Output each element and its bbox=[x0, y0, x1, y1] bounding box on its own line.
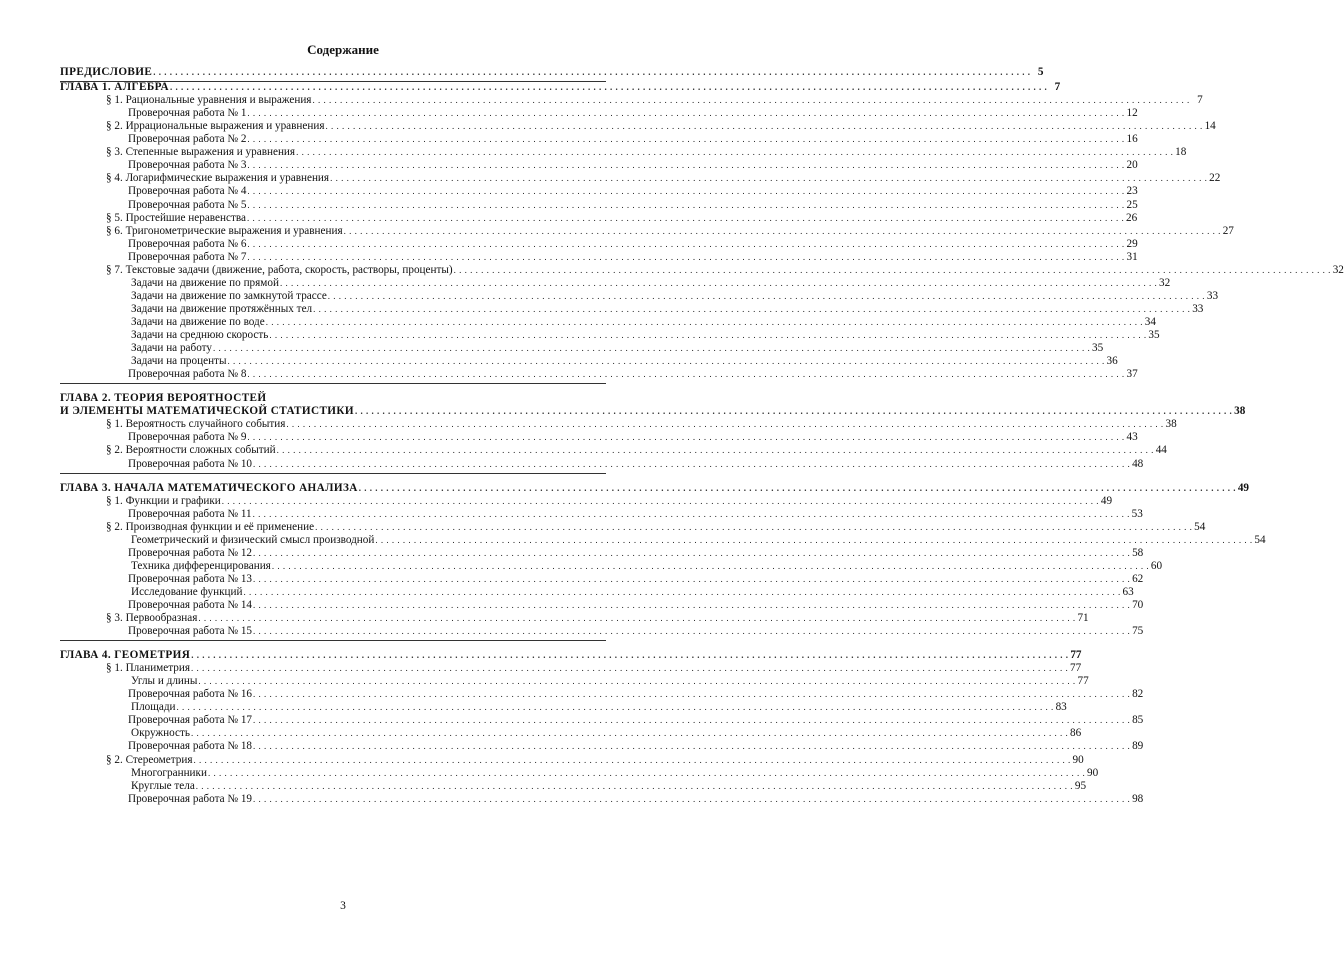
toc-entry-page: 33 bbox=[1192, 302, 1204, 315]
toc-entry-label: ГЛАВА 3. НАЧАЛА МАТЕМАТИЧЕСКОГО АНАЛИЗА bbox=[60, 481, 358, 494]
toc-entry[interactable] bbox=[106, 753, 1084, 767]
toc-entry[interactable] bbox=[106, 494, 1113, 508]
toc-entry-label: ГЛАВА 4. ГЕОМЕТРИЯ bbox=[60, 649, 191, 662]
toc-entry[interactable] bbox=[128, 546, 1144, 560]
toc-entry[interactable] bbox=[131, 533, 1266, 547]
dot-leader: . . . . . . . . . . . . . . . . . . . . . . . . . . . . . . . . . . . . . . . . . . . . . . . . . . . . . . . . . . . . . . . . . . . . . . . . . . . . . . . . . . . . . . . . . . . . . . . . . . . . . . . . . . . . . . . . . . . . . . . . . . . . . . . . . . . . . . . . . . . . . . . . . . . . . . . . . . . . . . . . bbox=[315, 521, 1193, 532]
dot-leader: . . . . . . . . . . . . . . . . . . . . . . . . . . . . . . . . . . . . . . . . . . . . . . . . . . . . . . . . . . . . . . . . . . . . . . . . . . . . . . . . . . . . . . . . . . . . . . . . . . . . . . . . . . . . . . . . . . . . . . . . . . . . . . . . . . . . . . . . . . . . . . . . . . . . . . . . . . . . . . . . bbox=[247, 108, 1125, 119]
toc-entry-label: Проверочная работа № 15 bbox=[128, 625, 253, 638]
toc-entry-page: 62 bbox=[1132, 572, 1144, 585]
dot-leader: . . . . . . . . . . . . . . . . . . . . . . . . . . . . . . . . . . . . . . . . . . . . . . . . . . . . . . . . . . . . . . . . . . . . . . . . . . . . . . . . . . . . . . . . . . . . . . . . . . . . . . . . . . . . . . . . . . . . . . . . . . . . . . . . . . . . . . . . . . . . . . . . . . . . . . . . . . . . . . . . bbox=[286, 419, 1164, 430]
toc-entry-page: 5 bbox=[1037, 66, 1044, 78]
dot-leader: . . . . . . . . . . . . . . . . . . . . . . . . . . . . . . . . . . . . . . . . . . . . . . . . . . . . . . . . . . . . . . . . . . . . . . . . . . . . . . . . . . . . . . . . . . . . . . . . . . . . . . . . . . . . . . . . . . . . . . . . . . . . . . . . . . . . . . . . . . . . . . . . . . . . . . . . . . . . . . . . bbox=[195, 780, 1074, 791]
dot-leader: . . . . . . . . . . . . . . . . . . . . . . . . . . . . . . . . . . . . . . . . . . . . . . . . . . . . . . . . . . . . . . . . . . . . . . . . . . . . . . . . . . . . . . . . . . . . . . . . . . . . . . . . . . . . . . . . . . . . . . . . . . . . . . . . . . . . . . . . . . . . . . . . . . . . . . . . . . . . . . . . bbox=[191, 650, 1069, 661]
toc-entry-label: § 5. Простейшие неравенства bbox=[106, 211, 246, 224]
toc-entry[interactable] bbox=[128, 457, 1144, 471]
toc-entry[interactable] bbox=[131, 342, 1104, 355]
toc-entry[interactable] bbox=[131, 766, 1099, 780]
dot-leader: . . . . . . . . . . . . . . . . . . . . . . . . . . . . . . . . . . . . . . . . . . . . . . . . . . . . . . . . . . . . . . . . . . . . . . . . . . . . . . . . . . . . . . . . . . . . . . . . . . . . . . . . . . . . . . . . . . . . . . . . . . . . . . . . . . . . . . . . . . . . . . . . . . . . . . . . . . . . . . . . bbox=[246, 212, 1125, 223]
toc-entry-label: Площади bbox=[131, 701, 176, 714]
toc-entry-label: Окружность bbox=[131, 727, 190, 740]
dot-leader: . . . . . . . . . . . . . . . . . . . . . . . . . . . . . . . . . . . . . . . . . . . . . . . . . . . . . . . . . . . . . . . . . . . . . . . . . . . . . . . . . . . . . . . . . . . . . . . . . . . . . . . . . . . . . . . . . . . . . . . . . . . . . . . . . . . . . . . . . . . . . . . . . . . . . . . . . . . . . . . . bbox=[253, 689, 1131, 700]
toc-entry[interactable] bbox=[131, 701, 1067, 714]
dot-leader: . . . . . . . . . . . . . . . . . . . . . . . . . . . . . . . . . . . . . . . . . . . . . . . . . . . . . . . . . . . . . . . . . . . . . . . . . . . . . . . . . . . . . . . . . . . . . . . . . . . . . . . . . . . . . . . . . . . . . . . . . . . . . . . . . . . . . . . . . . . . . . . . . . . . . . . . . . . . . . . . bbox=[269, 330, 1147, 340]
toc-entry[interactable] bbox=[128, 368, 1138, 381]
dot-leader: . . . . . . . . . . . . . . . . . . . . . . . . . . . . . . . . . . . . . . . . . . . . . . . . . . . . . . . . . . . . . . . . . . . . . . . . . . . . . . . . . . . . . . . . . . . . . . . . . . . . . . . . . . . . . . . . . . . . . . . . . . . . . . . . . . . . . . . . . . . . . . . . . . . . . . . . . . . . . . . . bbox=[253, 547, 1131, 558]
toc-entry[interactable] bbox=[131, 316, 1156, 329]
toc-entry[interactable] bbox=[106, 172, 1221, 185]
toc-entry[interactable] bbox=[106, 520, 1206, 534]
toc-entry-page: 49 bbox=[1237, 481, 1249, 494]
toc-entry-label: Проверочная работа № 4 bbox=[128, 185, 247, 198]
dot-leader: . . . . . . . . . . . . . . . . . . . . . . . . . . . . . . . . . . . . . . . . . . . . . . . . . . . . . . . . . . . . . . . . . . . . . . . . . . . . . . . . . . . . . . . . . . . . . . . . . . . . . . . . . . . . . . . . . . . . . . . . . . . . . . . . . . . . . . . . . . . . . . . . . . . . . . . . . . . . . . . . bbox=[198, 676, 1076, 687]
toc-entry-label: Проверочная работа № 1 bbox=[128, 107, 247, 120]
toc-entry[interactable] bbox=[131, 675, 1089, 688]
toc-entry-page: 7 bbox=[1197, 94, 1203, 107]
dot-leader: . . . . . . . . . . . . . . . . . . . . . . . . . . . . . . . . . . . . . . . . . . . . . . . . . . . . . . . . . . . . . . . . . . . . . . . . . . . . . . . . . . . . . . . . . . . . . . . . . . . . . . . . . . . . . . . . . . . . . . . . . . . . . . . . . . . . . . . . . . . . . . . . . . . . . . . . . . . . . . . . bbox=[190, 728, 1069, 739]
dot-leader: . . . . . . . . . . . . . . . . . . . . . . . . . . . . . . . . . . . . . . . . . . . . . . . . . . . . . . . . . . . . . . . . . . . . . . . . . . . . . . . . . . . . . . . . . . . . . . . . . . . . . . . . . . . . . . . . . . . . . . . . . . . . . . . . . . . . . . . . . . . . . . . . . . . . . . . . . . . . . . . . bbox=[253, 573, 1131, 584]
toc-entry-page: 37 bbox=[1126, 368, 1138, 381]
toc-entry[interactable] bbox=[131, 779, 1087, 793]
toc-entry[interactable] bbox=[128, 159, 1138, 172]
toc-entry-page: 82 bbox=[1132, 688, 1144, 701]
toc-entry[interactable] bbox=[131, 302, 1204, 316]
dot-leader: . . . . . . . . . . . . . . . . . . . . . . . . . . . . . . . . . . . . . . . . . . . . . . . . . . . . . . . . . . . . . . . . . . . . . . . . . . . . . . . . . . . . . . . . . . . . . . . . . . . . . . . . . . . . . . . . . . . . . . . . . . . . . . . . . . . . . . . . . . . . . . . . . . . . . . . . . . . . . . . . bbox=[247, 186, 1125, 197]
toc-entry-label: ГЛАВА 1. АЛГЕБРА bbox=[60, 81, 169, 94]
toc-entry-label: И ЭЛЕМЕНТЫ МАТЕМАТИЧЕСКОЙ СТАТИСТИКИ bbox=[60, 405, 355, 418]
toc-entry[interactable] bbox=[128, 507, 1143, 521]
dot-leader: . . . . . . . . . . . . . . . . . . . . . . . . . . . . . . . . . . . . . . . . . . . . . . . . . . . . . . . . . . . . . . . . . . . . . . . . . . . . . . . . . . . . . . . . . . . . . . . . . . . . . . . . . . . . . . . . . . . . . . . . . . . . . . . . . . . . . . . . . . . . . . . . . . . . . . . . . . . . . . . . bbox=[253, 741, 1131, 752]
toc-entry-label: Проверочная работа № 17 bbox=[128, 714, 253, 727]
toc-entry-label: ГЛАВА 2. ТЕОРИЯ ВЕРОЯТНОСТЕЙ bbox=[60, 392, 267, 405]
toc-entry-page: 44 bbox=[1155, 444, 1167, 457]
dot-leader: . . . . . . . . . . . . . . . . . . . . . . . . . . . . . . . . . . . . . . . . . . . . . . . . . . . . . . . . . . . . . . . . . . . . . . . . . . . . . . . . . . . . . . . . . . . . . . . . . . . . . . . . . . . . . . . . . . . . . . . . . . . . . . . . . . . . . . . . . . . . . . . . . . . . . . . . . . . . . . . . bbox=[212, 343, 1091, 354]
page-number: 3 bbox=[340, 900, 346, 912]
dot-leader: . . . . . . . . . . . . . . . . . . . . . . . . . . . . . . . . . . . . . . . . . . . . . . . . . . . . . . . . . . . . . . . . . . . . . . . . . . . . . . . . . . . . . . . . . . . . . . . . . . . . . . . . . . . . . . . . . . . . . . . . . . . . . . . . . . . . . . . . . . . . . . . . . . . . . . . . . . . . . . . . bbox=[253, 600, 1131, 610]
toc-entry[interactable] bbox=[128, 133, 1138, 146]
toc-entry-label: Проверочная работа № 16 bbox=[128, 688, 253, 701]
toc-entry[interactable] bbox=[131, 727, 1082, 740]
dot-leader: . . . . . . . . . . . . . . . . . . . . . . . . . . . . . . . . . . . . . . . . . . . . . . . . . . . . . . . . . . . . . . . . . . . . . . . . . . . . . . . . . . . . . . . . . . . . . . . . . . . . . . . . . . . . . . . . . . . . . . . . . . . . . . . . . . . . . . . . . . . . . . . . . . . . . . . . . . . . . . . . bbox=[312, 95, 1190, 106]
toc-entry[interactable] bbox=[106, 263, 1344, 277]
toc-entry[interactable] bbox=[131, 559, 1163, 573]
toc-entry-page: 75 bbox=[1132, 625, 1144, 638]
toc-entry-page: 35 bbox=[1148, 329, 1160, 341]
section-divider bbox=[60, 383, 606, 384]
dot-leader: . . . . . . . . . . . . . . . . . . . . . . . . . . . . . . . . . . . . . . . . . . . . . . . . . . . . . . . . . . . . . . . . . . . . . . . . . . . . . . . . . . . . . . . . . . . . . . . . . . . . . . . . . . . . . . . . . . . . . . . . . . . . . . . . . . . . . . . . . . . . . . . . . . . . . . . . . . . . . . . . bbox=[252, 508, 1130, 519]
toc-entry[interactable] bbox=[131, 276, 1171, 290]
dot-leader: . . . . . . . . . . . . . . . . . . . . . . . . . . . . . . . . . . . . . . . . . . . . . . . . . . . . . . . . . . . . . . . . . . . . . . . . . . . . . . . . . . . . . . . . . . . . . . . . . . . . . . . . . . . . . . . . . . . . . . . . . . . . . . . . . . . . . . . . . . . . . . . . . . . . . . . . . . . . . . . . bbox=[190, 663, 1069, 674]
dot-leader: . . . . . . . . . . . . . . . . . . . . . . . . . . . . . . . . . . . . . . . . . . . . . . . . . . . . . . . . . . . . . . . . . . . . . . . . . . . . . . . . . . . . . . . . . . . . . . . . . . . . . . . . . . . . . . . . . . . . . . . . . . . . . . . . . . . . . . . . . . . . . . . . . . . . . . . . . . . . . . . . bbox=[355, 406, 1233, 417]
toc-entry-label: § 2. Производная функции и её применение bbox=[106, 520, 315, 533]
toc-entry-label: § 2. Вероятности сложных событий bbox=[106, 444, 276, 457]
toc-entry-label: Проверочная работа № 19 bbox=[128, 792, 253, 805]
dot-leader: . . . . . . . . . . . . . . . . . . . . . . . . . . . . . . . . . . . . . . . . . . . . . . . . . . . . . . . . . . . . . . . . . . . . . . . . . . . . . . . . . . . . . . . . . . . . . . . . . . . . . . . . . . . . . . . . . . . . . . . . . . . . . . . . . . . . . . . . . . . . . . . . . . . . . . . . . . . . . . . . bbox=[247, 134, 1125, 145]
toc-entry[interactable] bbox=[60, 392, 606, 405]
dot-leader: . . . . . . . . . . . . . . . . . . . . . . . . . . . . . . . . . . . . . . . . . . . . . . . . . . . . . . . . . . . . . . . . . . . . . . . . . . . . . . . . . . . . . . . . . . . . . . . . . . . . . . . . . . . . . . . . . . . . . . . . . . . . . . . . . . . . . . . . . . . . . . . . . . . . . . . . . . . . . . . . bbox=[358, 482, 1236, 493]
toc-entry-page: 85 bbox=[1132, 714, 1144, 727]
toc-entry[interactable] bbox=[128, 688, 1144, 701]
toc-entry-label: Проверочная работа № 7 bbox=[128, 250, 247, 263]
toc-entry-label: § 1. Функции и графики bbox=[106, 494, 221, 507]
toc-entry-page: 58 bbox=[1132, 546, 1144, 559]
toc-entry[interactable] bbox=[128, 237, 1138, 251]
dot-leader: . . . . . . . . . . . . . . . . . . . . . . . . . . . . . . . . . . . . . . . . . . . . . . . . . . . . . . . . . . . . . . . . . . . . . . . . . . . . . . . . . . . . . . . . . . . . . . . . . . . . . . . . . . . . . . . . . . . . . . . . . . . . . . . . . . . . . . . . . . . . . . . . . . . . . . . . . . . . . . . . bbox=[253, 715, 1131, 726]
toc-entry[interactable] bbox=[128, 185, 1138, 198]
toc-entry-label: Многогранники bbox=[131, 766, 207, 779]
toc-entry-page: 48 bbox=[1132, 457, 1144, 470]
toc-entry-page: 38 bbox=[1234, 405, 1246, 418]
dot-leader: . . . . . . . . . . . . . . . . . . . . . . . . . . . . . . . . . . . . . . . . . . . . . . . . . . . . . . . . . . . . . . . . . . . . . . . . . . . . . . . . . . . . . . . . . . . . . . . . . . . . . . . . . . . . . . . . . . . . . . . . . . . . . . . . . . . . . . . . . . . . . . . . . . . . . . . . . . . . . . . . bbox=[313, 303, 1191, 314]
dot-leader: . . . . . . . . . . . . . . . . . . . . . . . . . . . . . . . . . . . . . . . . . . . . . . . . . . . . . . . . . . . . . . . . . . . . . . . . . . . . . . . . . . . . . . . . . . . . . . . . . . . . . . . . . . . . . . . . . . . . . . . . . . . . . . . . . . . . . . . . . . . . . . . . . . . . . . . . . . . . . . . . bbox=[247, 238, 1125, 249]
toc-entry[interactable] bbox=[60, 81, 1061, 94]
toc-entry-label: Проверочная работа № 3 bbox=[128, 159, 247, 172]
toc-entry-label: Проверочная работа № 11 bbox=[128, 507, 252, 520]
toc-entry[interactable] bbox=[128, 198, 1138, 212]
dot-leader: . . . . . . . . . . . . . . . . . . . . . . . . . . . . . . . . . . . . . . . . . . . . . . . . . . . . . . . . . . . . . . . . . . . . . . . . . . . . . . . . . . . . . . . . . . . . . . . . . . . . . . . . . . . . . . . . . . . . . . . . . . . . . . . . . . . . . . . . . . . . . . . . . . . . . . . . . . . . . . . . bbox=[253, 458, 1131, 469]
dot-leader: . . . . . . . . . . . . . . . . . . . . . . . . . . . . . . . . . . . . . . . . . . . . . . . . . . . . . . . . . . . . . . . . . . . . . . . . . . . . . . . . . . . . . . . . . . . . . . . . . . . . . . . . . . . . . . . . . . . . . . . . . . . . . . . . . . . . . . . . . . . . . . . . . . . . . . . . . . . . . . . . bbox=[330, 173, 1208, 184]
toc-entry-label: § 2. Иррациональные выражения и уравнения bbox=[106, 120, 325, 133]
toc-entry-page: 23 bbox=[1126, 185, 1138, 198]
toc-entry-page: 60 bbox=[1150, 559, 1163, 572]
dot-leader: . . . . . . . . . . . . . . . . . . . . . . . . . . . . . . . . . . . . . . . . . . . . . . . . . . . . . . . . . . . . . . . . . . . . . . . . . . . . . . . . . . . . . . . . . . . . . . . . . . . . . . . . . . . . . . . . . . . . . . . . . . . . . . . . . . . . . . . . . . . . . . . . . . . . . . . . . . . . . . . . bbox=[343, 225, 1221, 236]
toc-entry-page: 90 bbox=[1072, 753, 1084, 766]
dot-leader: . . . . . . . . . . . . . . . . . . . . . . . . . . . . . . . . . . . . . . . . . . . . . . . . . . . . . . . . . . . . . . . . . . . . . . . . . . . . . . . . . . . . . . . . . . . . . . . . . . . . . . . . . . . . . . . . . . . . . . . . . . . . . . . . . . . . . . . . . . . . . . . . . . . . . . . . . . . . . . . . bbox=[247, 251, 1125, 262]
toc-entry[interactable] bbox=[60, 481, 1249, 495]
toc-entry-page: 63 bbox=[1122, 585, 1134, 598]
dot-leader: . . . . . . . . . . . . . . . . . . . . . . . . . . . . . . . . . . . . . . . . . . . . . . . . . . . . . . . . . . . . . . . . . . . . . . . . . . . . . . . . . . . . . . . . . . . . . . . . . . . . . . . . . . . . . . . . . . . . . . . . . . . . . . . . . . . . . . . . . . . . . . . . . . . . . . . . . . . . . . . . bbox=[271, 560, 1150, 571]
dot-leader: . . . . . . . . . . . . . . . . . . . . . . . . . . . . . . . . . . . . . . . . . . . . . . . . . . . . . . . . . . . . . . . . . . . . . . . . . . . . . . . . . . . . . . . . . . . . . . . . . . . . . . . . . . . . . . . . . . . . . . . . . . . . . . . . . . . . . . . . . . . . . . . . . . . . . . . . . . . . . . . . bbox=[169, 82, 1048, 93]
toc-entry-label: Задачи на среднюю скорость bbox=[131, 329, 269, 341]
toc-entry-label: § 1. Планиметрия bbox=[106, 662, 190, 675]
toc-entry-page: 54 bbox=[1254, 533, 1266, 546]
toc-entry-page: 29 bbox=[1126, 237, 1138, 250]
toc-entry[interactable] bbox=[128, 250, 1138, 264]
dot-leader: . . . . . . . . . . . . . . . . . . . . . . . . . . . . . . . . . . . . . . . . . . . . . . . . . . . . . . . . . . . . . . . . . . . . . . . . . . . . . . . . . . . . . . . . . . . . . . . . . . . . . . . . . . . . . . . . . . . . . . . . . . . . . . . . . . . . . . . . . . . . . . . . . . . . . . . . . . . . . . . . bbox=[198, 613, 1076, 623]
dot-leader: . . . . . . . . . . . . . . . . . . . . . . . . . . . . . . . . . . . . . . . . . . . . . . . . . . . . . . . . . . . . . . . . . . . . . . . . . . . . . . . . . . . . . . . . . . . . . . . . . . . . . . . . . . . . . . . . . . . . . . . . . . . . . . . . . . . . . . . . . . . . . . . . . . . . . . . . . . . . . . . . bbox=[375, 534, 1253, 545]
dot-leader: . . . . . . . . . . . . . . . . . . . . . . . . . . . . . . . . . . . . . . . . . . . . . . . . . . . . . . . . . . . . . . . . . . . . . . . . . . . . . . . . . . . . . . . . . . . . . . . . . . . . . . . . . . . . . . . . . . . . . . . . . . . . . . . . . . . . . . . . . . . . . . . . . . . . . . . . . . . . . . . . bbox=[247, 160, 1125, 171]
toc-entry-label: Проверочная работа № 13 bbox=[128, 572, 253, 585]
dot-leader: . . . . . . . . . . . . . . . . . . . . . . . . . . . . . . . . . . . . . . . . . . . . . . . . . . . . . . . . . . . . . . . . . . . . . . . . . . . . . . . . . . . . . . . . . . . . . . . . . . . . . . . . . . . . . . . . . . . . . . . . . . . . . . . . . . . . . . . . . . . . . . . . . . . . . . . . . . . . . . . . bbox=[247, 199, 1125, 210]
toc-entry-page: 35 bbox=[1092, 342, 1104, 355]
toc-entry-label: § 7. Текстовые задачи (движение, работа, скорость, растворы, проценты) bbox=[106, 263, 453, 276]
toc-entry-label: Геометрический и физический смысл производной bbox=[131, 533, 375, 546]
toc-entry-label: Проверочная работа № 6 bbox=[128, 237, 247, 250]
toc-entry-page: 18 bbox=[1175, 146, 1187, 159]
toc-entry-label: Проверочная работа № 9 bbox=[128, 431, 247, 444]
toc-entry-page: 83 bbox=[1055, 701, 1067, 714]
toc-entry-page: 77 bbox=[1070, 662, 1082, 675]
toc-entry-page: 33 bbox=[1206, 289, 1219, 302]
toc-entry-label: Круглые тела bbox=[131, 779, 195, 792]
toc-entry-label: Проверочная работа № 12 bbox=[128, 546, 253, 559]
toc-entry-label: Проверочная работа № 10 bbox=[128, 457, 253, 470]
dot-leader: . . . . . . . . . . . . . . . . . . . . . . . . . . . . . . . . . . . . . . . . . . . . . . . . . . . . . . . . . . . . . . . . . . . . . . . . . . . . . . . . . . . . . . . . . . . . . . . . . . . . . . . . . . . . . . . . . . . . . . . . . . . . . . . . . . . . . . . . . . . . . . . . . . . . . . . . . . . . . . . . bbox=[253, 626, 1131, 637]
toc-entry-page: 77 bbox=[1070, 649, 1082, 662]
toc-entry-label: Задачи на движение по прямой bbox=[131, 276, 279, 289]
toc-entry-label: Исследование функций bbox=[131, 585, 243, 598]
toc-entry[interactable] bbox=[60, 405, 1246, 418]
toc-entry[interactable] bbox=[106, 120, 1216, 133]
toc-entry-label: § 3. Степенные выражения и уравнения bbox=[106, 146, 296, 159]
toc-entry[interactable] bbox=[131, 355, 1118, 368]
dot-leader: . . . . . . . . . . . . . . . . . . . . . . . . . . . . . . . . . . . . . . . . . . . . . . . . . . . . . . . . . . . . . . . . . . . . . . . . . . . . . . . . . . . . . . . . . . . . . . . . . . . . . . . . . . . . . . . . . . . . . . . . . . . . . . . . . . . . . . . . . . . . . . . . . . . . . . . . . . . . . . . . bbox=[253, 793, 1131, 804]
toc-entry-label: Проверочная работа № 18 bbox=[128, 740, 253, 753]
toc-entry[interactable] bbox=[60, 66, 1044, 79]
toc-entry[interactable] bbox=[128, 740, 1144, 753]
toc-entry[interactable] bbox=[60, 649, 1082, 662]
toc-entry[interactable] bbox=[128, 625, 1144, 638]
toc-entry[interactable] bbox=[131, 289, 1219, 303]
toc-entry-page: 98 bbox=[1132, 792, 1144, 805]
dot-leader: . . . . . . . . . . . . . . . . . . . . . . . . . . . . . . . . . . . . . . . . . . . . . . . . . . . . . . . . . . . . . . . . . . . . . . . . . . . . . . . . . . . . . . . . . . . . . . . . . . . . . . . . . . . . . . . . . . . . . . . . . . . . . . . . . . . . . . . . . . . . . . . . . . . . . . . . . . . . . . . . bbox=[327, 290, 1206, 301]
toc-entry-page: 25 bbox=[1126, 198, 1138, 211]
toc-entry[interactable] bbox=[128, 714, 1144, 727]
toc-entry-page: 27 bbox=[1222, 224, 1234, 237]
toc-entry[interactable] bbox=[106, 612, 1089, 625]
toc-entry[interactable] bbox=[128, 599, 1144, 612]
toc-entry[interactable] bbox=[131, 329, 1160, 342]
dot-leader: . . . . . . . . . . . . . . . . . . . . . . . . . . . . . . . . . . . . . . . . . . . . . . . . . . . . . . . . . . . . . . . . . . . . . . . . . . . . . . . . . . . . . . . . . . . . . . . . . . . . . . . . . . . . . . . . . . . . . . . . . . . . . . . . . . . . . . . . . . . . . . . . . . . . . . . . . . . . . . . . bbox=[296, 147, 1174, 158]
toc-entry-page: 22 bbox=[1209, 172, 1221, 185]
toc-entry-label: ПРЕДИСЛОВИЕ bbox=[60, 66, 153, 78]
toc-entry-page: 7 bbox=[1054, 81, 1061, 94]
toc-entry-page: 70 bbox=[1132, 599, 1144, 611]
dot-leader: . . . . . . . . . . . . . . . . . . . . . . . . . . . . . . . . . . . . . . . . . . . . . . . . . . . . . . . . . . . . . . . . . . . . . . . . . . . . . . . . . . . . . . . . . . . . . . . . . . . . . . . . . . . . . . . . . . . . . . . . . . . . . . . . . . . . . . . . . . . . . . . . . . . . . . . . . . . . . . . . bbox=[207, 767, 1086, 778]
toc-entry-label: Проверочная работа № 8 bbox=[128, 368, 247, 381]
dot-leader: . . . . . . . . . . . . . . . . . . . . . . . . . . . . . . . . . . . . . . . . . . . . . . . . . . . . . . . . . . . . . . . . . . . . . . . . . . . . . . . . . . . . . . . . . . . . . . . . . . . . . . . . . . . . . . . . . . . . . . . . . . . . . . . . . . . . . . . . . . . . . . . . . . . . . . . . . . . . . . . . bbox=[276, 445, 1154, 456]
toc-entry-page: 16 bbox=[1126, 133, 1138, 146]
toc-entry-page: 14 bbox=[1204, 120, 1216, 133]
dot-leader: . . . . . . . . . . . . . . . . . . . . . . . . . . . . . . . . . . . . . . . . . . . . . . . . . . . . . . . . . . . . . . . . . . . . . . . . . . . . . . . . . . . . . . . . . . . . . . . . . . . . . . . . . . . . . . . . . . . . . . . . . . . . . . . . . . . . . . . . . . . . . . . . . . . . . . . . . . . . . . . . bbox=[279, 277, 1158, 288]
section-divider bbox=[60, 473, 606, 474]
toc-entry-page: 77 bbox=[1077, 675, 1089, 688]
toc-entry-page: 86 bbox=[1070, 727, 1082, 740]
toc-entry-page: 54 bbox=[1194, 520, 1206, 533]
toc-entry-label: Техника дифференцирования bbox=[131, 559, 271, 572]
dot-leader: . . . . . . . . . . . . . . . . . . . . . . . . . . . . . . . . . . . . . . . . . . . . . . . . . . . . . . . . . . . . . . . . . . . . . . . . . . . . . . . . . . . . . . . . . . . . . . . . . . . . . . . . . . . . . . . . . . . . . . . . . . . . . . . . . . . . . . . . . . . . . . . . . . . . . . . . . . . . . . . . bbox=[243, 586, 1121, 597]
toc-entry[interactable] bbox=[106, 418, 1177, 431]
dot-leader: . . . . . . . . . . . . . . . . . . . . . . . . . . . . . . . . . . . . . . . . . . . . . . . . . . . . . . . . . . . . . . . . . . . . . . . . . . . . . . . . . . . . . . . . . . . . . . . . . . . . . . . . . . . . . . . . . . . . . . . . . . . . . . . . . . . . . . . . . . . . . . . . . . . . . . . . . . . . . . . . bbox=[325, 121, 1203, 132]
toc-entry-label: Задачи на проценты bbox=[131, 355, 227, 368]
toc-entry-label: § 1. Рациональные уравнения и выражения bbox=[106, 94, 312, 107]
dot-leader: . . . . . . . . . . . . . . . . . . . . . . . . . . . . . . . . . . . . . . . . . . . . . . . . . . . . . . . . . . . . . . . . . . . . . . . . . . . . . . . . . . . . . . . . . . . . . . . . . . . . . . . . . . . . . . . . . . . . . . . . . . . . . . . . . . . . . . . . . . . . . . . . . . . . . . . . . . . . . . . . bbox=[221, 495, 1100, 506]
toc-entry-page: 32 bbox=[1159, 276, 1171, 289]
toc-entry-label: § 2. Стереометрия bbox=[106, 753, 193, 766]
toc-entry-page: 90 bbox=[1087, 766, 1099, 779]
toc-entry-page: 31 bbox=[1126, 250, 1138, 263]
dot-leader: . . . . . . . . . . . . . . . . . . . . . . . . . . . . . . . . . . . . . . . . . . . . . . . . . . . . . . . . . . . . . . . . . . . . . . . . . . . . . . . . . . . . . . . . . . . . . . . . . . . . . . . . . . . . . . . . . . . . . . . . . . . . . . . . . . . . . . . . . . . . . . . . . . . . . . . . . . . . . . . . bbox=[227, 356, 1105, 367]
toc-entry[interactable] bbox=[106, 444, 1167, 457]
toc-entry[interactable] bbox=[106, 146, 1187, 159]
toc-entry-label: § 1. Вероятность случайного события bbox=[106, 418, 286, 431]
toc-entry-page: 12 bbox=[1126, 107, 1138, 120]
toc-entry-label: § 4. Логарифмические выражения и уравнения bbox=[106, 172, 330, 185]
toc-entry[interactable] bbox=[131, 585, 1134, 599]
toc-entry-label: Проверочная работа № 2 bbox=[128, 133, 247, 146]
toc-entry-label: § 6. Тригонометрические выражения и уравнения bbox=[106, 224, 343, 237]
toc-entry-label: Задачи на движение по воде bbox=[131, 316, 265, 328]
toc-entry-page: 32 bbox=[1332, 263, 1344, 276]
dot-leader: . . . . . . . . . . . . . . . . . . . . . . . . . . . . . . . . . . . . . . . . . . . . . . . . . . . . . . . . . . . . . . . . . . . . . . . . . . . . . . . . . . . . . . . . . . . . . . . . . . . . . . . . . . . . . . . . . . . . . . . . . . . . . . . . . . . . . . . . . . . . . . . . . . . . . . . . . . . . . . . . bbox=[453, 264, 1331, 275]
toc-entry-page: 34 bbox=[1144, 316, 1156, 328]
dot-leader: . . . . . . . . . . . . . . . . . . . . . . . . . . . . . . . . . . . . . . . . . . . . . . . . . . . . . . . . . . . . . . . . . . . . . . . . . . . . . . . . . . . . . . . . . . . . . . . . . . . . . . . . . . . . . . . . . . . . . . . . . . . . . . . . . . . . . . . . . . . . . . . . . . . . . . . . . . . . . . . . bbox=[247, 432, 1125, 443]
toc-entry[interactable] bbox=[128, 107, 1138, 120]
toc-entry[interactable] bbox=[128, 431, 1138, 444]
page-title: Содержание bbox=[307, 42, 379, 57]
toc-entry-label: Задачи на движение по замкнутой трассе bbox=[131, 289, 327, 302]
toc-entry-page: 71 bbox=[1077, 612, 1089, 624]
dot-leader: . . . . . . . . . . . . . . . . . . . . . . . . . . . . . . . . . . . . . . . . . . . . . . . . . . . . . . . . . . . . . . . . . . . . . . . . . . . . . . . . . . . . . . . . . . . . . . . . . . . . . . . . . . . . . . . . . . . . . . . . . . . . . . . . . . . . . . . . . . . . . . . . . . . . . . . . . . . . . . . . bbox=[153, 67, 1031, 77]
toc-entry-label: Проверочная работа № 5 bbox=[128, 198, 247, 211]
toc-entry[interactable] bbox=[106, 211, 1138, 225]
toc-entry-label: Задачи на работу bbox=[131, 342, 212, 355]
toc-entry-page: 49 bbox=[1100, 494, 1113, 507]
toc-entry-label: Углы и длины bbox=[131, 675, 198, 688]
toc-entry-page: 95 bbox=[1074, 779, 1087, 792]
dot-leader: . . . . . . . . . . . . . . . . . . . . . . . . . . . . . . . . . . . . . . . . . . . . . . . . . . . . . . . . . . . . . . . . . . . . . . . . . . . . . . . . . . . . . . . . . . . . . . . . . . . . . . . . . . . . . . . . . . . . . . . . . . . . . . . . . . . . . . . . . . . . . . . . . . . . . . . . . . . . . . . . bbox=[265, 317, 1143, 327]
toc-entry-page: 38 bbox=[1165, 418, 1177, 431]
section-divider bbox=[60, 640, 606, 641]
toc-entry-label: § 3. Первообразная bbox=[106, 612, 198, 624]
toc-entry-page: 36 bbox=[1106, 355, 1118, 368]
toc-entry[interactable] bbox=[106, 94, 1203, 107]
toc-entry-page: 26 bbox=[1126, 211, 1138, 224]
toc-entry-page: 20 bbox=[1126, 159, 1138, 172]
toc-entry[interactable] bbox=[106, 662, 1082, 675]
toc-entry-label: Задачи на движение протяжённых тел bbox=[131, 302, 313, 315]
toc-entry-page: 89 bbox=[1132, 740, 1144, 753]
dot-leader: . . . . . . . . . . . . . . . . . . . . . . . . . . . . . . . . . . . . . . . . . . . . . . . . . . . . . . . . . . . . . . . . . . . . . . . . . . . . . . . . . . . . . . . . . . . . . . . . . . . . . . . . . . . . . . . . . . . . . . . . . . . . . . . . . . . . . . . . . . . . . . . . . . . . . . . . . . . . . . . . bbox=[247, 369, 1125, 380]
dot-leader: . . . . . . . . . . . . . . . . . . . . . . . . . . . . . . . . . . . . . . . . . . . . . . . . . . . . . . . . . . . . . . . . . . . . . . . . . . . . . . . . . . . . . . . . . . . . . . . . . . . . . . . . . . . . . . . . . . . . . . . . . . . . . . . . . . . . . . . . . . . . . . . . . . . . . . . . . . . . . . . . bbox=[193, 754, 1071, 765]
toc-entry-label: Проверочная работа № 14 bbox=[128, 599, 253, 611]
toc-entry-page: 43 bbox=[1126, 431, 1138, 444]
toc-entry-page: 53 bbox=[1131, 507, 1143, 520]
toc-entry[interactable] bbox=[128, 572, 1144, 586]
dot-leader: . . . . . . . . . . . . . . . . . . . . . . . . . . . . . . . . . . . . . . . . . . . . . . . . . . . . . . . . . . . . . . . . . . . . . . . . . . . . . . . . . . . . . . . . . . . . . . . . . . . . . . . . . . . . . . . . . . . . . . . . . . . . . . . . . . . . . . . . . . . . . . . . . . . . . . . . . . . . . . . . bbox=[176, 702, 1054, 713]
toc-entry[interactable] bbox=[128, 792, 1144, 806]
toc-entry[interactable] bbox=[106, 224, 1234, 238]
